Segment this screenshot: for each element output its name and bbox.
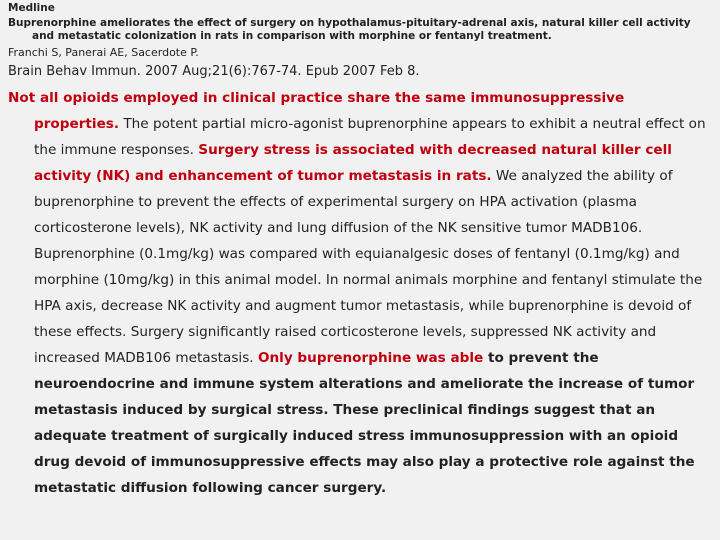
article-title: Buprenorphine ameliorates the effect of surgery on hypothalamus-pituitary-adrenal axis, natural killer cell activity and metastatic colonization in rats in comparison with morphine or fentanyl treatment. (8, 17, 691, 42)
conclusion-text: to prevent the neuroendocrine and immune system alterations and ameliorate the increase of tumor metastasis induced by surgical stress. These preclinical findings suggest that an adequate treatment of surgically induced stress immunosuppression with an opioid drug devoid of immunosuppressive effects may also play a protective role against the metastatic diffusion following cancer surgery. (34, 350, 695, 496)
intro-highlight: Not all opioids employed in clinical practice share the same immunosuppressive properties. (8, 90, 625, 132)
database-source: Medline (8, 2, 55, 14)
journal-citation: Brain Behav Immun. 2007 Aug;21(6):767-74. Epub 2007 Feb 8. (8, 64, 420, 79)
result-highlight: Only buprenorphine was able (257, 350, 484, 366)
article-authors: Franchi S, Panerai AE, Sacerdote P. (8, 46, 199, 59)
buprenorphine-sentence: The potent partial micro-agonist buprenorphine appears to exhibit a neutral effect on the immune responses. (34, 116, 706, 158)
surgery-highlight: Surgery stress is associated with decreased natural killer cell activity (NK) and enhancement of tumor metastasis in rats. (34, 142, 672, 184)
methods-results-text: We analyzed the ability of buprenorphine to prevent the effects of experimental surgery on HPA activation (plasma corticosterone levels), NK activity and lung diffusion of the NK sensitive tumor MADB106. Buprenorphine (0.1mg/kg) was compared with equianalgesic doses of fentanyl (0.1mg/kg) and morphine (10mg/kg) in this animal model. In normal animals morphine and fentanyl stimulate the HPA axis, decrease NK activity and augment tumor metastasis, while buprenorphine is devoid of these effects. Surgery significantly raised corticosterone levels, suppressed NK activity and increased MADB106 metastasis. (34, 168, 703, 366)
abstract-paragraph (8, 85, 708, 501)
